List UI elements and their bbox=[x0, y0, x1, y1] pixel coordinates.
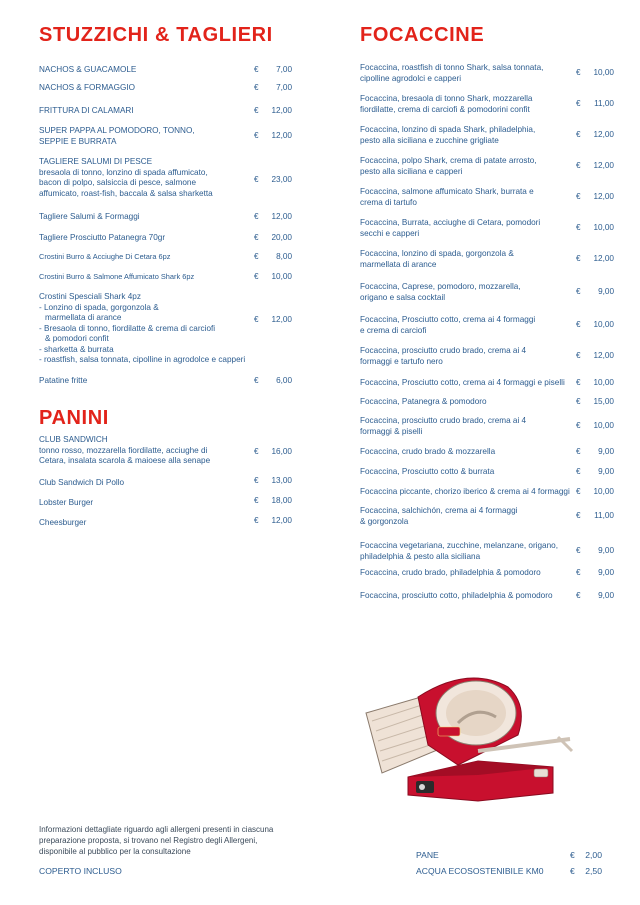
coperto-incluso: COPERTO INCLUSO bbox=[39, 866, 122, 876]
left-column: STUZZICHI & TAGLIERI NACHOS & GUACAMOLE € 7,00 NACHOS & FORMAGGIO € 7,00 FRITTURA DI CALAMARI € 12,00 SUPER PAPPA AL POMODORO, TONNO, SEPPIE E BURRATA € 12,00 TAGLIERE SALUMI DI PESCE bresaola di tonno, lonzino di spada affumicato, bacon di polpo, salsiccia di pesce, salmone affumicato, roast-fish, baccala & salsa sharketta € 23,00 Tagliere Salumi & Formaggi € 12,00 Tagliere Prosciutto Patanegra 70gr € 20,00 Crostini Burro & Acciughe Di Cetara 6pz € 8,00 Crostini Burro & Salmone Affumicato Shark 6pz € 10,00 Crostini Spesciali Shark 4pz - Lonzino di spada, gorgonzola & marmellata di arance - Bresaola di tonno, fiordilatte & crema di carciofi & pomodori confit - sharketta & burrata - roastfish, salsa tonnata, cipolline in agrodolce e capperi € 12,00 Patatine fritte € 6,00 PANINI CLUB SANDWICH tonno rosso, mozzarella fiordilatte, acciughe di Cetara, insalata scarola & maioese alla senape € 16,00 Club Sandwich Di Pollo € 13,00 Lobster Burger € 18,00 Cheesburger € 12,00 bbox=[39, 24, 292, 527]
meat-slicer-icon bbox=[358, 665, 578, 815]
section-title-panini: PANINI bbox=[39, 407, 109, 429]
section-title-focaccine: FOCACCINE bbox=[360, 24, 485, 46]
right-column: FOCACCINE Focaccina, roastfish di tonno Shark, salsa tonnata, cipolline agrodolci e capperi € 10,00 Focaccina, bresaola di tonno Shark, mozzarella fiordilatte, crema di carciofi & pomodorini confit € 11,00 Focaccina, lonzino di spada Shark, philadelphia, pesto alla siciliana e zucchine grigliate € 12,00 Focaccina, polpo Shark, crema di patate arrosto, pesto alla siciliana e capperi € 12,00 Focaccina, salmone affumicato Shark, burrata e crema di tartufo € 12,00 Focaccina, Burrata, acciughe di Cetara, pomodori secchi e capperi € 10,00 Focaccina, lonzino di spada, gorgonzola & marmellata di arance € 12,00 Focaccina, Caprese, pomodoro, mozzarella, origano e salsa cocktail € 9,00 Focaccina, Prosciutto cotto, crema ai 4 formaggi e crema di carciofi € 10,00 Focaccina, prosciutto crudo brado, crema ai 4 formaggi e tartufo nero € 12,00 Focaccina, Prosciutto cotto, crema ai 4 formaggi e piselli € 10,00 Focaccina, Patanegra & pomodoro € 15,00 Focaccina, prosciutto crudo brado, crema ai 4 formaggi & piselli € 10,00 Focaccina, crudo brado & mozzarella € 9,00 Focaccina, Prosciutto cotto & burrata € 9,00 Focaccina piccante, chorizo iberico & crema ai 4 formaggi € 10,00 Focaccina, salchichón, crema ai 4 formaggi & gorgonzola € 11,00 Focaccina vegetariana, zucchine, melanzane, origano, philadelphia & pesto alla siciliana € 9,00 Focaccina, crudo brado, philadelphia & pomodoro € 9,00 Focaccina, prosciutto cotto, philadelphia & pomodoro € 9,00 bbox=[360, 24, 614, 600]
extra-item-acqua: ACQUA ECOSOSTENIBILE KM0 € 2,50 bbox=[416, 866, 602, 876]
extra-item-pane: PANE € 2,00 bbox=[416, 850, 602, 860]
allergen-note: Informazioni dettagliate riguardo agli allergeni presenti in ciascuna preparazione proposta, si trovano nel Registro degli Allergeni, disponibile al pubblico per la consultazione bbox=[39, 825, 274, 856]
section-title-stuzzichi: STUZZICHI & TAGLIERI bbox=[39, 24, 273, 46]
